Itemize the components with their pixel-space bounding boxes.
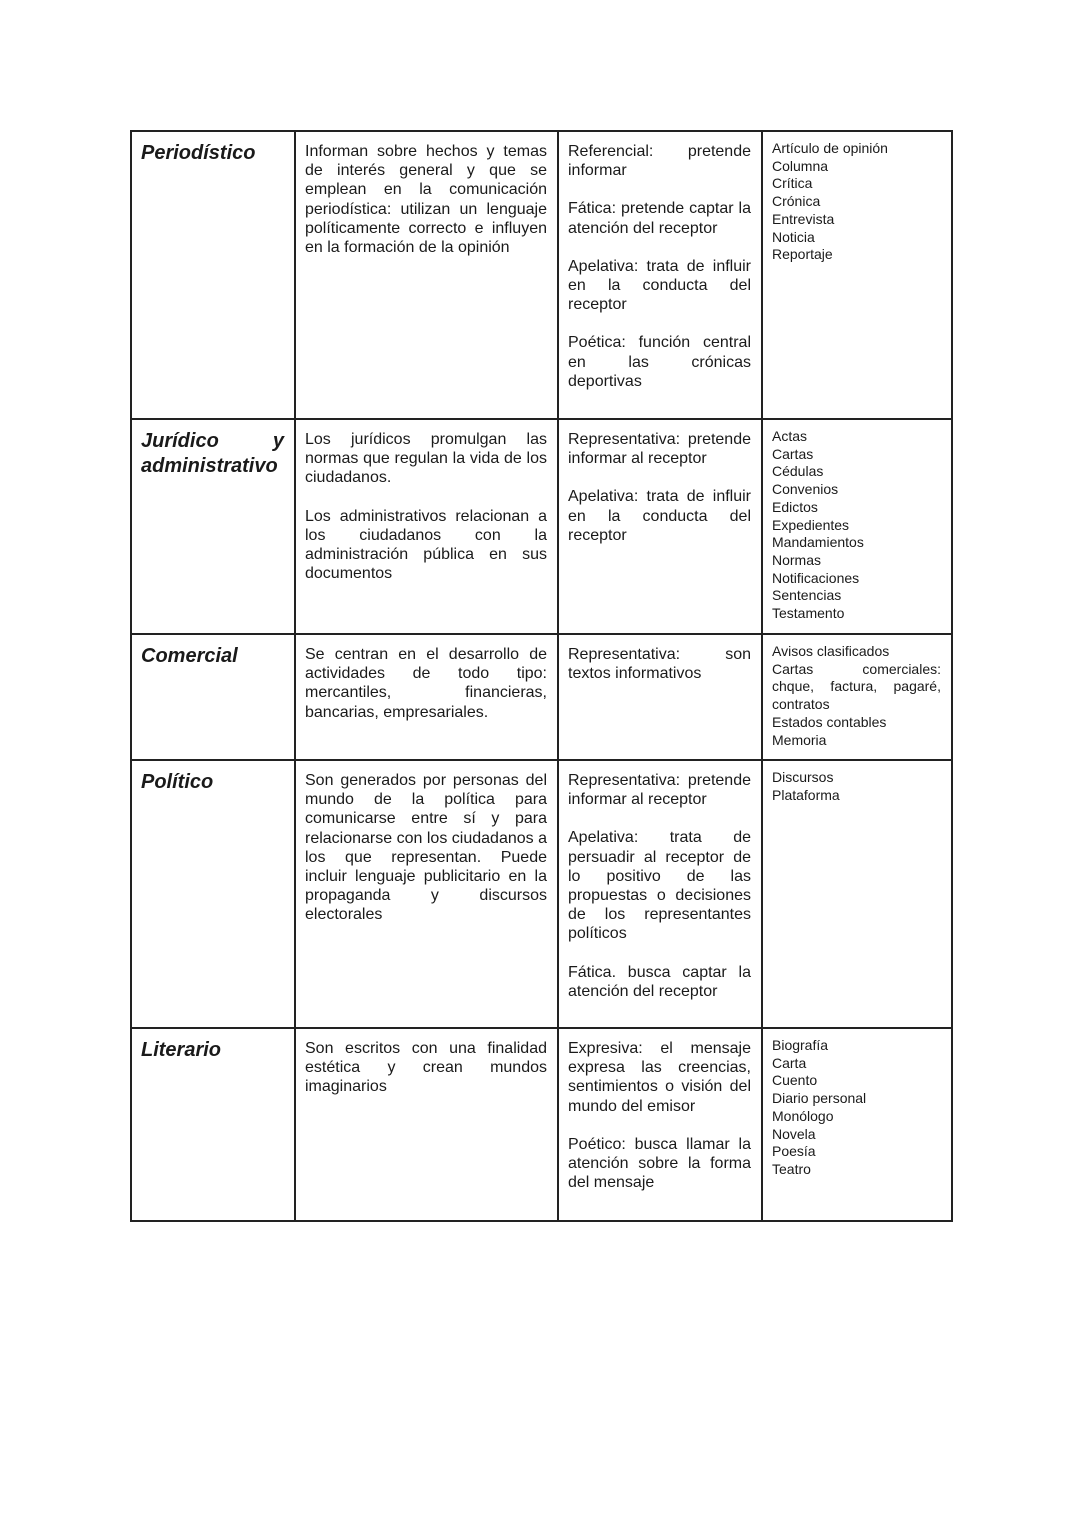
example-item: Cédulas (772, 463, 824, 480)
examples-cell (762, 760, 952, 1028)
example-item: Cuento (772, 1072, 818, 1089)
example-item: Mandamientos (772, 534, 864, 551)
table-row (131, 131, 952, 419)
example-item: Poesía (772, 1143, 816, 1160)
type-label: Político (141, 771, 214, 793)
example-item: Sentencias (772, 587, 842, 604)
example-item: Avisos clasificados (772, 643, 890, 659)
function-text: Poético: busca llamar la atención sobre la forma del mensaje (568, 1135, 751, 1192)
examples-list (772, 643, 941, 749)
example-item: Cartas (772, 445, 814, 462)
function-text: Apelativa: trata de influir en la conducta del receptor (568, 488, 751, 544)
function-text: Apelativa: trata de persuadir al receptor de lo positivo de las propuestas o decisiones de los representantes políticos (568, 829, 751, 943)
example-item: Crónica (772, 193, 821, 210)
example-item: Normas (772, 551, 822, 568)
function-text: Representativa: son textos informativos (568, 646, 751, 683)
examples-list (772, 140, 941, 264)
description-text: Los administrativos relacionan a los ciudadanos con la administración pública en sus documentos (305, 507, 547, 583)
example-item: Artículo de opinión (772, 140, 888, 156)
example-item: Monólogo (772, 1107, 834, 1124)
example-item: Estados contables (772, 713, 887, 730)
examples-list (772, 1037, 941, 1179)
example-item: Novela (772, 1125, 816, 1142)
type-label: Comercial (141, 645, 238, 667)
function-text: Fática. busca captar la atención del receptor (568, 963, 751, 1000)
example-item: Crítica (772, 175, 813, 192)
table-row (131, 634, 952, 760)
example-item: Notificaciones (772, 569, 860, 586)
description-cell (295, 131, 558, 419)
example-item: Actas (772, 428, 808, 444)
examples-cell (762, 634, 952, 760)
example-item: Reportaje (772, 246, 833, 263)
table-row (131, 1028, 952, 1221)
example-item: Discursos (772, 769, 834, 785)
text-types-table (130, 130, 953, 1222)
function-text: Apelativa: trata de influir en la conducta del receptor (568, 257, 751, 314)
example-item: Biografía (772, 1037, 829, 1053)
type-cell (131, 760, 295, 1028)
description-text: Informan sobre hechos y temas de interés general y que se emplean en la comunicación periodística: utilizan un lenguaje políticamente correcto e influyen en la formación de la opinión (305, 143, 547, 257)
function-text: Poética: función central en las crónicas deportivas (568, 334, 751, 390)
type-label: Jurídico y administrativo (141, 430, 284, 477)
type-cell (131, 131, 295, 419)
examples-cell (762, 1028, 952, 1221)
type-label: Periodístico (141, 142, 256, 164)
functions-cell (558, 419, 762, 634)
examples-list (772, 769, 941, 804)
description-cell (295, 760, 558, 1028)
example-item: Edictos (772, 498, 818, 515)
example-item: Expedientes (772, 516, 850, 533)
description-cell (295, 1028, 558, 1221)
type-cell (131, 1028, 295, 1221)
functions-cell (558, 131, 762, 419)
example-item: Convenios (772, 481, 839, 498)
description-text: Los jurídicos promulgan las normas que regulan la vida de los ciudadanos. (305, 431, 547, 487)
table-row (131, 419, 952, 634)
example-item: Entrevista (772, 210, 835, 227)
example-item: Columna (772, 157, 829, 174)
examples-cell (762, 131, 952, 419)
description-text: Son escritos con una finalidad estética y crean mundos imaginarios (305, 1040, 547, 1096)
example-item: Noticia (772, 228, 815, 245)
functions-cell (558, 1028, 762, 1221)
example-item: Plataforma (772, 786, 840, 803)
example-item: Testamento (772, 605, 845, 622)
table-row (131, 760, 952, 1028)
example-item: Carta (772, 1054, 807, 1071)
function-text: Fática: pretende captar la atención del receptor (568, 200, 751, 237)
functions-cell (558, 634, 762, 760)
example-item: Memoria (772, 731, 827, 748)
example-item: Teatro (772, 1160, 811, 1177)
function-text: Expresiva: el mensaje expresa las creencias, sentimientos o visión del mundo del emisor (568, 1040, 751, 1115)
type-cell (131, 419, 295, 634)
description-text: Son generados por personas del mundo de la política para comunicarse entre sí y para relacionarse con los ciudadanos a los que representan. Puede incluir lenguaje publicitario en la propaganda y discursos electorales (305, 772, 547, 924)
functions-cell (558, 760, 762, 1028)
function-text: Representativa: pretende informar al receptor (568, 431, 751, 468)
type-label: Literario (141, 1039, 222, 1061)
function-text: Representativa: pretende informar al receptor (568, 772, 751, 809)
description-text: Se centran en el desarrollo de actividades de todo tipo: mercantiles, financieras, bancarias, empresariales. (305, 646, 547, 721)
description-cell (295, 419, 558, 634)
examples-list (772, 428, 941, 623)
description-cell (295, 634, 558, 760)
example-item: Cartas comerciales: chque, factura, pagaré, contratos (772, 660, 941, 713)
type-cell (131, 634, 295, 760)
example-item: Diario personal (772, 1090, 867, 1107)
examples-cell (762, 419, 952, 634)
function-text: Referencial: pretende informar (568, 143, 751, 180)
